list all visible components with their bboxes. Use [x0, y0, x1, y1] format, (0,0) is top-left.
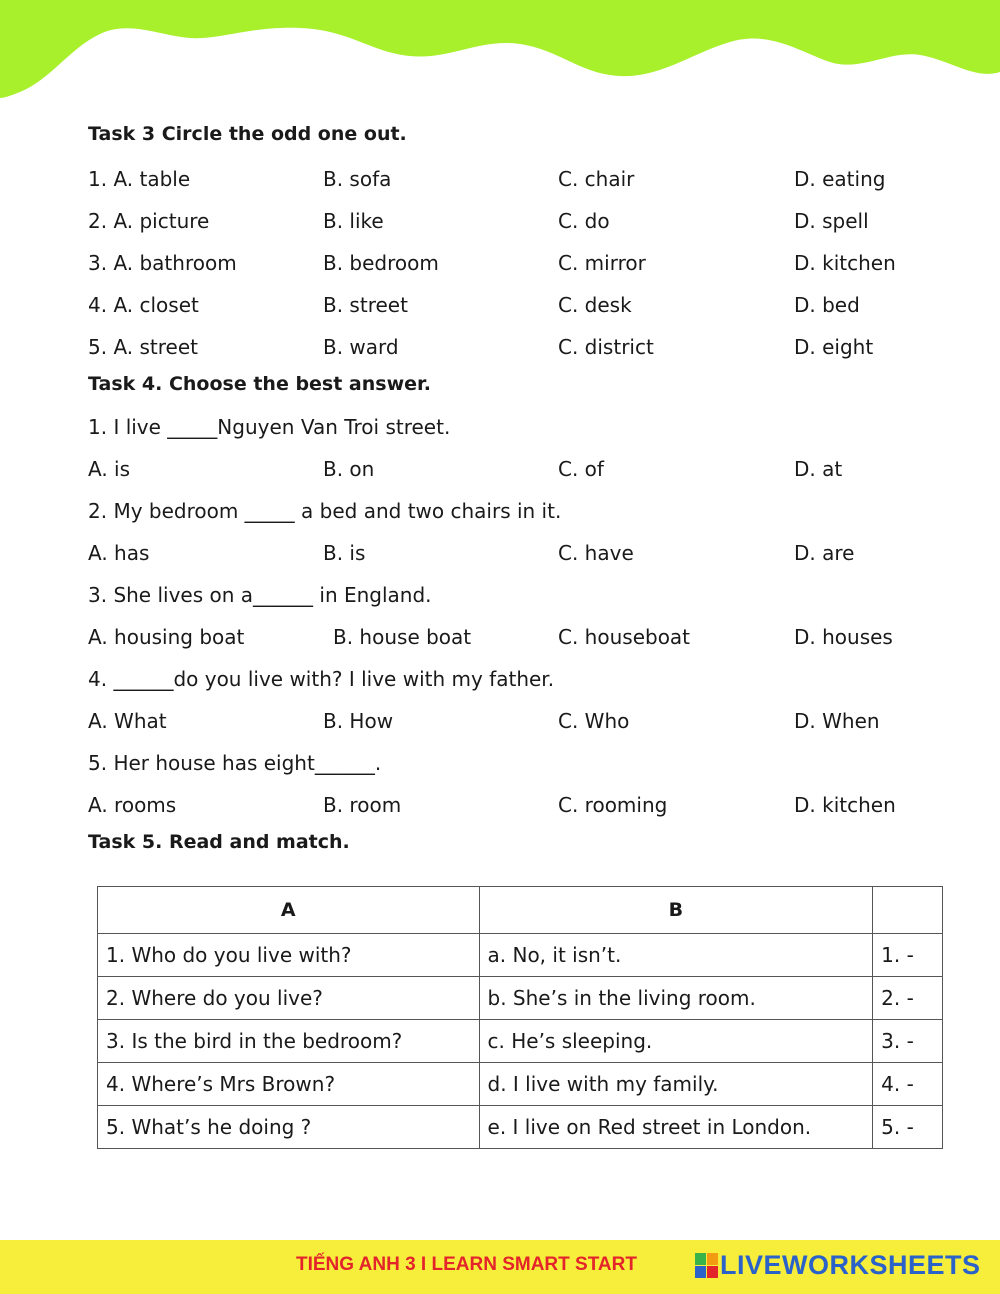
- option-c[interactable]: C. houseboat: [558, 625, 691, 649]
- liveworksheets-brand[interactable]: LIVEWORKSHEETS: [720, 1250, 981, 1280]
- column-b-header: B: [479, 887, 873, 934]
- option-a[interactable]: A. is: [88, 457, 131, 481]
- option-b[interactable]: B. room: [323, 793, 402, 817]
- task3-row: [88, 326, 948, 368]
- option-d[interactable]: D. spell: [794, 209, 869, 233]
- option-c[interactable]: C. have: [558, 541, 634, 565]
- answer-cell[interactable]: 3. -: [873, 1020, 943, 1063]
- option-d[interactable]: D. are: [794, 541, 855, 565]
- option-d[interactable]: D. When: [794, 709, 880, 733]
- table-row: [98, 977, 943, 1020]
- task3-row: [88, 284, 948, 326]
- question-cell: 3. Is the bird in the bedroom?: [98, 1020, 480, 1063]
- table-row: [98, 1106, 943, 1149]
- question-text: 3. She lives on a______ in England.: [88, 583, 432, 607]
- table-row: [98, 1063, 943, 1106]
- option-d[interactable]: D. bed: [794, 293, 860, 317]
- table-header-row: [98, 887, 943, 934]
- answer-options-row: [88, 532, 948, 574]
- option-a[interactable]: A. rooms: [88, 793, 177, 817]
- option-d[interactable]: D. eating: [794, 167, 886, 191]
- response-cell: d. I live with my family.: [479, 1063, 873, 1106]
- task4-heading: Task 4. Choose the best answer.: [88, 373, 431, 395]
- option-a[interactable]: A. What: [88, 709, 167, 733]
- task4-list: [88, 406, 948, 826]
- question-text: 4. ______do you live with? I live with my father.: [88, 667, 555, 691]
- option-b[interactable]: B. house boat: [333, 625, 472, 649]
- question-cell: 1. Who do you live with?: [98, 934, 480, 977]
- answer-cell[interactable]: 1. -: [873, 934, 943, 977]
- liveworksheets-logo-icon[interactable]: [694, 1252, 720, 1280]
- column-a-header: A: [98, 887, 480, 934]
- task3-heading: Task 3 Circle the odd one out.: [88, 123, 407, 145]
- option-a[interactable]: 2. A. picture: [88, 209, 210, 233]
- option-a[interactable]: 5. A. street: [88, 335, 198, 359]
- response-cell: a. No, it isn’t.: [479, 934, 873, 977]
- response-cell: b. She’s in the living room.: [479, 977, 873, 1020]
- option-c[interactable]: C. district: [558, 335, 654, 359]
- option-b[interactable]: B. like: [323, 209, 384, 233]
- answer-options-row: [88, 448, 948, 490]
- option-c[interactable]: C. do: [558, 209, 610, 233]
- answer-options-row: [88, 784, 948, 826]
- option-d[interactable]: D. at: [794, 457, 843, 481]
- question-cell: 4. Where’s Mrs Brown?: [98, 1063, 480, 1106]
- answer-options-row: [88, 616, 948, 658]
- option-b[interactable]: B. sofa: [323, 167, 392, 191]
- option-c[interactable]: C. desk: [558, 293, 632, 317]
- option-d[interactable]: D. houses: [794, 625, 893, 649]
- option-b[interactable]: B. ward: [323, 335, 399, 359]
- task3-row: [88, 158, 948, 200]
- option-c[interactable]: C. mirror: [558, 251, 646, 275]
- option-a[interactable]: 3. A. bathroom: [88, 251, 237, 275]
- option-c[interactable]: C. of: [558, 457, 604, 481]
- table-row: [98, 1020, 943, 1063]
- option-c[interactable]: C. Who: [558, 709, 630, 733]
- answer-column-header: [873, 887, 943, 934]
- table-row: [98, 934, 943, 977]
- option-a[interactable]: A. housing boat: [88, 625, 245, 649]
- answer-cell[interactable]: 2. -: [873, 977, 943, 1020]
- option-d[interactable]: D. kitchen: [794, 251, 896, 275]
- answer-options-row: [88, 700, 948, 742]
- footer-bar: [0, 1240, 1000, 1294]
- question-cell: 2. Where do you live?: [98, 977, 480, 1020]
- answer-cell[interactable]: 5. -: [873, 1106, 943, 1149]
- task3-row: [88, 200, 948, 242]
- answer-cell[interactable]: 4. -: [873, 1063, 943, 1106]
- option-c[interactable]: C. chair: [558, 167, 635, 191]
- task5-heading: Task 5. Read and match.: [88, 831, 350, 853]
- question-cell: 5. What’s he doing ?: [98, 1106, 480, 1149]
- option-b[interactable]: B. street: [323, 293, 408, 317]
- task3-row: [88, 242, 948, 284]
- option-a[interactable]: 1. A. table: [88, 167, 191, 191]
- option-b[interactable]: B. is: [323, 541, 366, 565]
- option-b[interactable]: B. on: [323, 457, 375, 481]
- top-wave-decoration: [0, 0, 1000, 110]
- worksheet-content: [88, 118, 948, 858]
- option-d[interactable]: D. kitchen: [794, 793, 896, 817]
- option-a[interactable]: A. has: [88, 541, 150, 565]
- question-text: 2. My bedroom _____ a bed and two chairs in it.: [88, 499, 562, 523]
- option-b[interactable]: B. bedroom: [323, 251, 439, 275]
- footer-course-title: TIẾNG ANH 3 I LEARN SMART START: [296, 1254, 637, 1275]
- question-text: 5. Her house has eight______.: [88, 751, 382, 775]
- option-c[interactable]: C. rooming: [558, 793, 668, 817]
- task3-list: [88, 158, 948, 368]
- match-table: [97, 886, 943, 1149]
- response-cell: c. He’s sleeping.: [479, 1020, 873, 1063]
- option-d[interactable]: D. eight: [794, 335, 874, 359]
- response-cell: e. I live on Red street in London.: [479, 1106, 873, 1149]
- question-text: 1. I live _____Nguyen Van Troi street.: [88, 415, 451, 439]
- option-a[interactable]: 4. A. closet: [88, 293, 199, 317]
- option-b[interactable]: B. How: [323, 709, 394, 733]
